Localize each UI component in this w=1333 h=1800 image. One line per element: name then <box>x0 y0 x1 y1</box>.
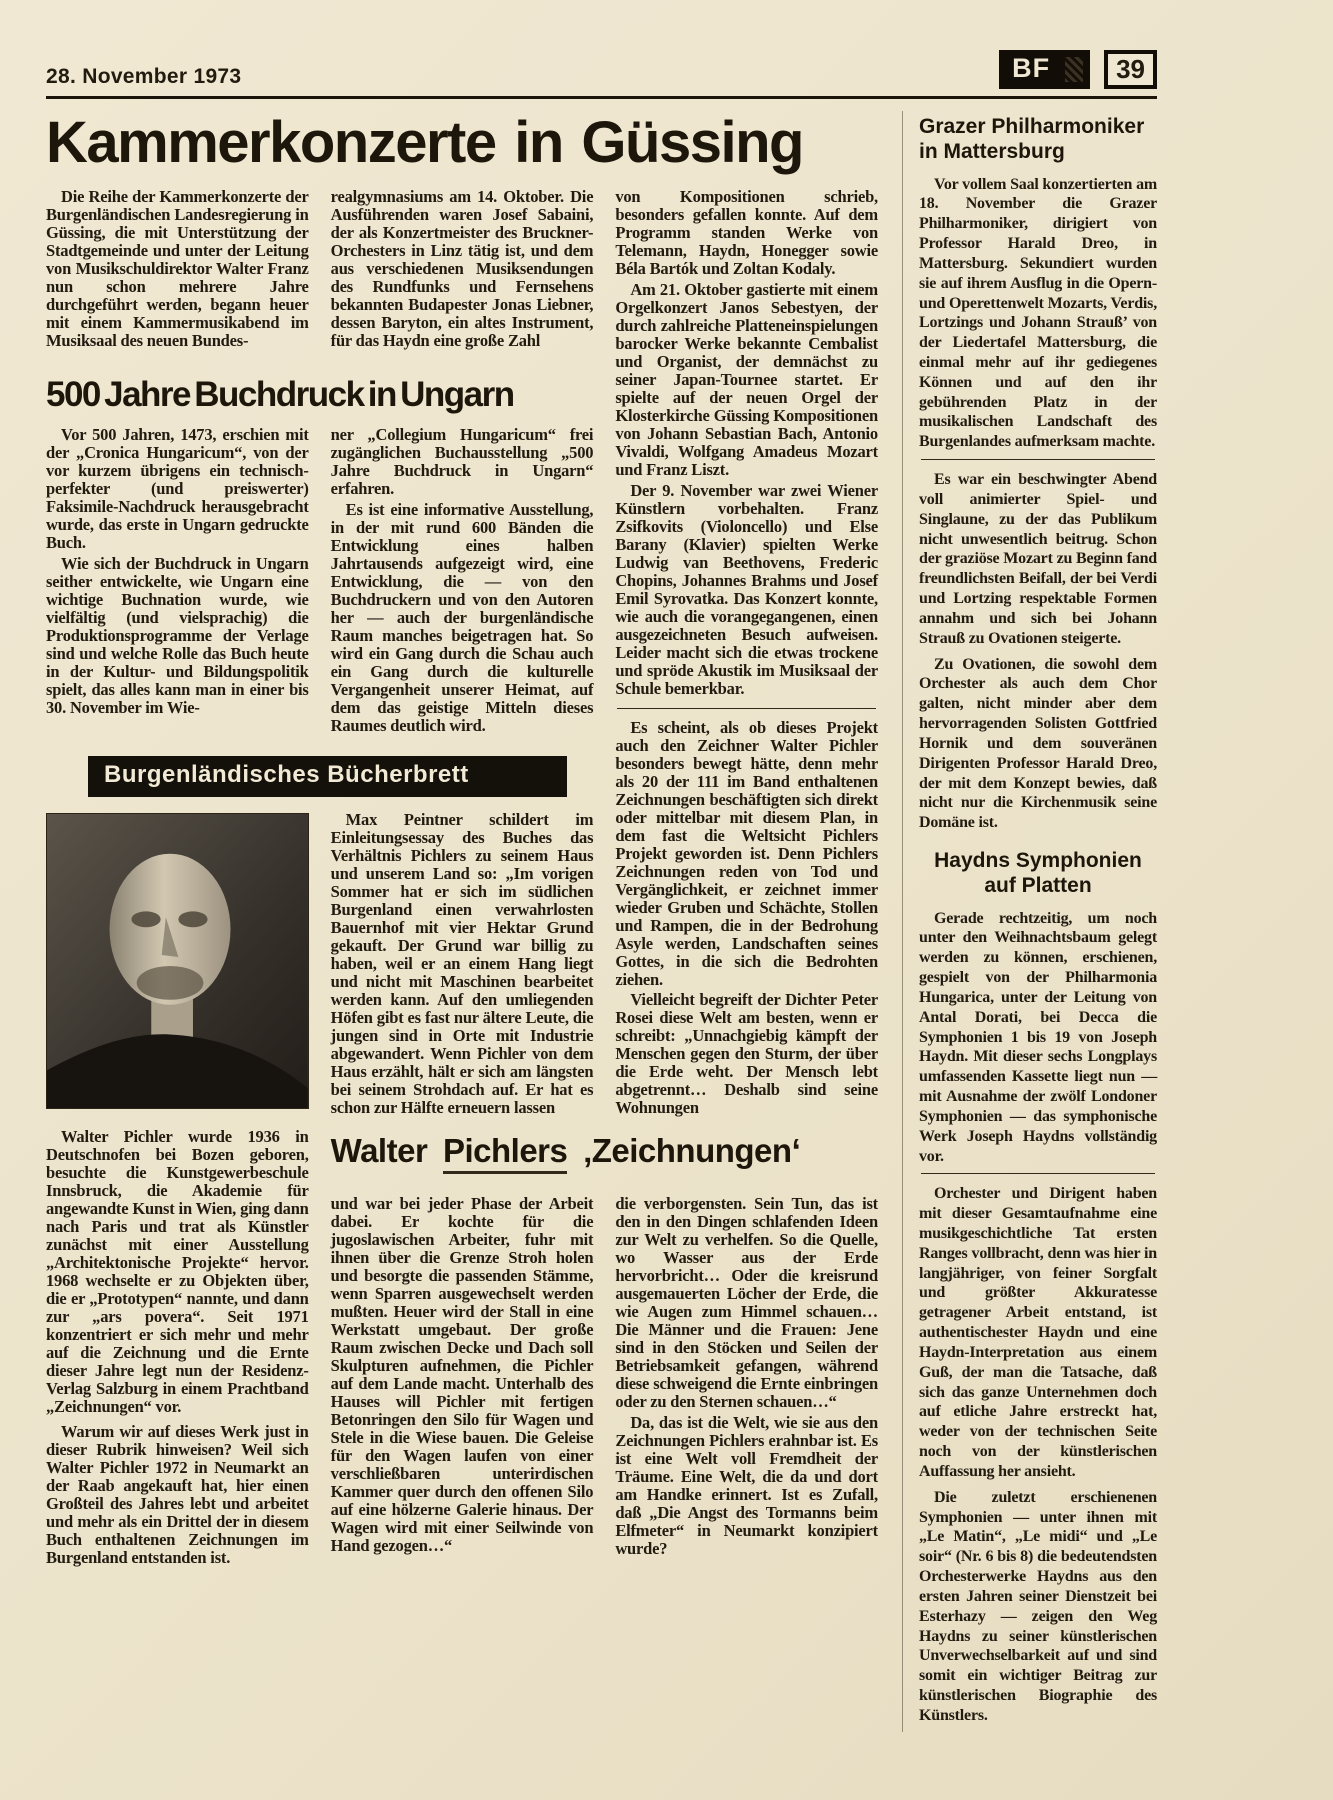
article-paragraph: Vor 500 Jahren, 1473, erschien mit der „Cronica Hungaricum“, von der vor kurzem übrigens ein technisch-perfekter (und preiswerter) Faksimile-Nachdruck herausgebracht wurde, das erste in Ungarn gedruckte Buch. <box>46 424 309 552</box>
article-paragraph: die verborgensten. Sein Tun, das ist den in den Dingen schlafenden Ideen zur Welt zu verhelfen. So die Quelle, wo Wasser aus der Erde hervorbricht… Oder die kreisrund ausgemauerten Löcher der Erde, die wie Augen zum Himmel schauen… Die Männer und die Frauen: Jene sind in den Stöcken und Seilen der Betriebsamkeit gefangen, während diese schweigend die Ernte einbringen oder zu den Sternen schauen…“ <box>615 1194 878 1412</box>
article-paragraph: Die Reihe der Kammerkonzerte der Burgenländischen Landesregierung in Güssing, die mit Unterstützung der Stadtgemeinde und unter der Leitung von Musikschuldirektor Walter Franz nun schon mehrere Jahre durchgeführt werden, begann heuer mit einem Kammermusikabend im Musiksaal des neuen Bundes- <box>46 187 309 351</box>
article-paragraph: Da, das ist die Welt, wie sie aus den Zeichnungen Pichlers erahnbar ist. Es ist eine Welt voll Fremdheit der Träume. Eine Welt, die da und dort am Handke erinnert. Ist es Zufall, daß „Die Angst des Tormanns beim Elfmeter“ in Neumarkt konzipiert wurde? <box>615 1413 878 1559</box>
article-paragraph: Der 9. November war zwei Wiener Künstlern vorbehalten. Franz Zsifkovits (Violoncello) und Else Barany (Klavier) spielten Werke Ludwig van Beethovens, Frederic Chopins, Johannes Brahms und Josef Emil Syrovatka. Das Konzert konnte, wie auch die vorangegangenen, einen ausgezeichneten Besuch aufweisen. Leider macht sich die etwas trockene und spröde Akustik im Musiksaal der Schule bemerkbar. <box>615 480 878 698</box>
right-column <box>902 111 1157 1732</box>
article-paragraph: Es ist eine informative Ausstellung, in der mit rund 600 Bänden die Entwicklung eines halben Jahrtausends aufgezeigt wird, eine Entwicklung, die — von den Buchdruckern und von den Autoren her — auch der burgenländische Raum manches beigetragen hat. So wird ein Gang durch die Schau auch ein Gang durch die kulturelle Vergangenheit unserer Heimat, auf dem das geistige Mitteln dieses Raumes deutlich wird. <box>330 499 594 735</box>
headline-word-pichlers: Pichlers <box>443 1132 567 1174</box>
article-paragraph: Vor vollem Saal konzertierten am 18. November die Grazer Philharmoniker, dirigiert von Professor Harald Dreo, in Mattersburg. Sekundiert wurden sie auf ihrem Ausflug in die Opern- und Operettenwelt Mozarts, Verdis, Lortzings und Johann Strauß’ von der Liedertafel Mattersburg, die einmal mehr auf ihr gediegenes Können und auf den ihr gebührenden Platz in der musikalischen Landschaft des Burgenlandes aufmerksam machte. <box>919 175 1157 451</box>
page-content <box>46 111 1157 1732</box>
page-header <box>46 50 1157 99</box>
article-paragraph: Zu Ovationen, die sowohl dem Orchester als auch dem Chor galten, nicht minder aber dem hervorragenden Solisten Gottfried Hornik und dem souveränen Dirigenten Professor Harald Dreo, der mit dem Konzept bewies, daß nicht nur die Kirchenmusik seine Domäne ist. <box>919 655 1157 832</box>
article-paragraph: und war bei jeder Phase der Arbeit dabei. Er kochte für die jugoslawischen Arbeiter, fuhr mit ihnen über die Grenze Stroh holen und besorgte die passenden Stämme, wenn Sparren ausgewechselt werden mußten. Heuer wird der Stall in eine Werkstatt umgebaut. Der große Raum zwischen Decke und Dach soll Skulpturen aufnehmen, die Pichler auf dem Lande macht. Unterhalb des Hauses will Pichler mit fertigen Betonringen den Silo für Wagen und Stele in die Wiese bauen. Die Geleise für den Wagen laufen von einer verschließbaren unterirdischen Kammer quer durch den offenen Silo auf eine hölzerne Galerie hinaus. Der Wagen wird mit einer Seilwinde von Hand gezogen…“ <box>330 1194 594 1556</box>
article-paragraph: ner „Collegium Hungaricum“ frei zugänglichen Buchausstellung „500 Jahre Buchdruck in Ungarn“ erfahren. <box>330 424 594 498</box>
headline-haydn: Haydns Symphonien auf Platten <box>934 849 1142 897</box>
buchdruck-column-2 <box>331 426 594 738</box>
kammer-column-1 <box>46 188 309 353</box>
article-paragraph: Es war ein beschwingter Abend voll animierter Spiel- und Singlaune, zu der das Publikum nicht unwesentlich beitrug. Schon der graziöse Mozart zu Beginn fand freundlichsten Beifall, der bei Verdi und Lortzing respektable Formen annahm und sich bei Johann Strauß zu Ovationen steigerte. <box>919 471 1157 647</box>
headline-word-walter: Walter <box>330 1132 428 1170</box>
kammer-column-3 <box>615 188 878 1120</box>
headline-grazer: Grazer Philharmoniker in Mattersburg <box>919 115 1145 163</box>
bf-logo: BF <box>999 50 1090 89</box>
headline-kammerkonzerte: Kammerkonzerte in Güssing <box>46 110 803 175</box>
article-paragraph: Gerade rechtzeitig, um noch unter den Weihnachtsbaum gelegt werden zu können, erschienen, gespielt von der Philharmonia Hungarica, unter der Leitung von Antal Dorati, bei Decca die Symphonien 1 bis 19 von Joseph Haydn. Mit dieser sechs Longplays umfassenden Kassette liegt nun — mit Ausnahme der zwölf Londoner Symphonien — das symphonische Werk Joseph Haydns vollständig vor. <box>919 909 1157 1165</box>
article-paragraph: realgymnasiums am 14. Oktober. Die Ausführenden waren Josef Sabaini, der als Konzertmeister des Bruckner-Orchesters in Linz tätig ist, und dem aus verschiedenen Musiksendungen des Rundfunks und Fernsehens bekannten Budapester Jonas Liebner, dessen Baryton, ein altes Instrument, für das Haydn eine große Zahl <box>330 187 594 351</box>
caption-paragraph: Walter Pichler wurde 1936 in Deutschnofen bei Bozen geboren, besuchte die Kunstgewerbeschule Innsbruck, die Akademie für angewandte Kunst in Wien, ging dann nach Paris und trat als Künstler zunächst mit einer Ausstellung „Architektonische Projekte“ hervor. 1968 wechselte er zu Objekten über, die er „Prototypen“ nannte, und dann zur „ars povera“. Seit 1971 konzentriert er sich mehr und mehr auf die Zeichnung und die Ernte dieser Jahre legt nun der Residenz-Verlag Salzburg in einem Prachtband „Zeichnungen“ vor. <box>46 1127 309 1417</box>
photo-caption <box>46 1128 309 1574</box>
section-rule <box>921 1173 1155 1174</box>
article-paragraph: Wie sich der Buchdruck in Ungarn seither entwickelte, wie Ungarn eine wichtige Buchnation wurde, wie vielfältig (und vielsprachig) die Produktionsprogramme der Verlage sind und welche Rolle das Buch heute in der Kultur- und Bildungspolitik spielt, das alles kann man in einer bis 30. November im Wie- <box>46 553 309 717</box>
pichler-column-3 <box>615 1195 878 1574</box>
kammer-column-2 <box>331 188 594 353</box>
article-paragraph: Am 21. Oktober gastierte mit einem Orgelkonzert Janos Sebestyen, der durch zahlreiche Platteneinspielungen barocker Werke bekannte Cembalist und Organist, der demnächst zu seiner Japan-Tournee startet. Er spielte auf der neuen Orgel der Klosterkirche Güssing Kompositionen von Johann Sebastian Bach, Antonio Vivaldi, Wolfgang Amadeus Mozart und Franz Liszt. <box>615 280 878 479</box>
pichler-column-2 <box>331 1195 594 1574</box>
headline-buchdruck: 500 Jahre Buchdruck in Ungarn <box>46 375 514 415</box>
article-grazer <box>919 115 1157 833</box>
caption-paragraph: Warum wir auf dieses Werk just in dieser Rubrik hinweisen? Weil sich Walter Pichler 1972 in Neumarkt an der Raab angekauft hat, hier einen Großteil des Jahres lebt und arbeitet und mehr als ein Drittel der in diesem Buch enthaltenen Zeichnungen im Burgenland entstanden ist. <box>46 1422 309 1568</box>
issue-date: 28. November 1973 <box>46 65 242 88</box>
article-paragraph: Max Peintner schildert im Einleitungsessay des Buches das Verhältnis Pichlers zu seinem Haus und unserem Land so: „Im vorigen Sommer hat er sich im südlichen Burgenland einen verwahrlosten Bauernhof mit vier Hektar Grund gekauft. Der Grund war billig zu haben, weil er an einem Hang liegt und nicht mit Maschinen bearbeitet werden kann. Auf den umliegenden Höfen gibt es fast nur ältere Leute, die jungen sind in Orte mit Industrie abgewandert. Wenn Pichler von dem Haus erzählt, hält er sich am längsten bei seinem Strohdach auf. Er hat es schon zur Hälfte erneuern lassen <box>330 810 594 1117</box>
section-rule <box>921 459 1155 460</box>
article-paragraph: Die zuletzt erschienenen Symphonien — unter ihnen mit „Le Matin“, „Le midi“ und „Le soir“ (Nr. 6 bis 8) die bedeutendsten Orchesterwerke Haydns aus den ersten Jahren seiner Dienstzeit bei Esterhazy — zeigen den Weg Haydns zu seiner künstlerischen Unverwechselbarkeit auf und sind somit ein wichtiger Beitrag zur künstlerischen Biographie des Künstlers. <box>919 1488 1157 1724</box>
walter-pichler-photo <box>46 813 309 1109</box>
article-paragraph: von Kompositionen schrieb, besonders gefallen konnte. Auf dem Programm standen Werke von Telemann, Haydn, Honegger sowie Béla Bartók und Zoltan Kodaly. <box>615 187 878 279</box>
page-number: 39 <box>1104 50 1157 89</box>
article-haydn <box>919 849 1157 1726</box>
buchdruck-column-1 <box>46 426 309 738</box>
article-paragraph: Vielleicht begreift der Dichter Peter Rosei diese Welt am besten, wenn er schreibt: „Unnachgiebig kämpft der Menschen gegen den Sturm, der über die Erde weht. Der Mensch lebt abgetrennt… Deshalb sind seine Wohnungen <box>615 990 878 1118</box>
masthead-right <box>999 50 1157 89</box>
article-paragraph: Orchester und Dirigent haben mit dieser Gesamtaufnahme eine musikgeschichtliche Tat ersten Ranges vollbracht, denn was hier in langjähriger, von feiner Sorgfalt und größter Akkuratesse getragener Arbeit entstand, ist authentischester Haydn und eine Haydn-Interpretation aus einem Guß, der man die Tatsache, daß sich das ganze Unternehmen doch auf etliche Jahre erstreckt hat, weder von der technischen Seite noch von der künstlerischen Auffassung her ansieht. <box>919 1185 1157 1480</box>
column-divider-rule <box>617 708 876 709</box>
headline-word-zeichnungen: ‚Zeichnungen‘ <box>583 1132 801 1170</box>
article-paragraph: Es scheint, als ob dieses Projekt auch den Zeichner Walter Pichler besonders bewegt hätte, denn mehr als 20 der 111 im Band enthaltenen Zeichnungen beschäftigten sich direkt oder mittelbar mit diesem Plan, in dem fast die Weltsicht Pichlers Projekt geworden ist. Denn Pichlers Zeichnungen reden von Tod und Vergänglichkeit, er zeichnet immer wieder Gruben und Schächte, Stollen und Rampen, die in der Bedrohung Asyle werden, Landschaften seines Gottes, in die sich die Bedrohten ziehen. <box>615 717 878 989</box>
headline-pichler-zeichnungen <box>331 1132 878 1183</box>
buecherbrett-banner: Burgenländisches Bücherbrett <box>88 756 567 797</box>
portrait-photo-graphic <box>47 814 308 1108</box>
peintner-column <box>331 811 594 1120</box>
main-section <box>46 111 878 1732</box>
